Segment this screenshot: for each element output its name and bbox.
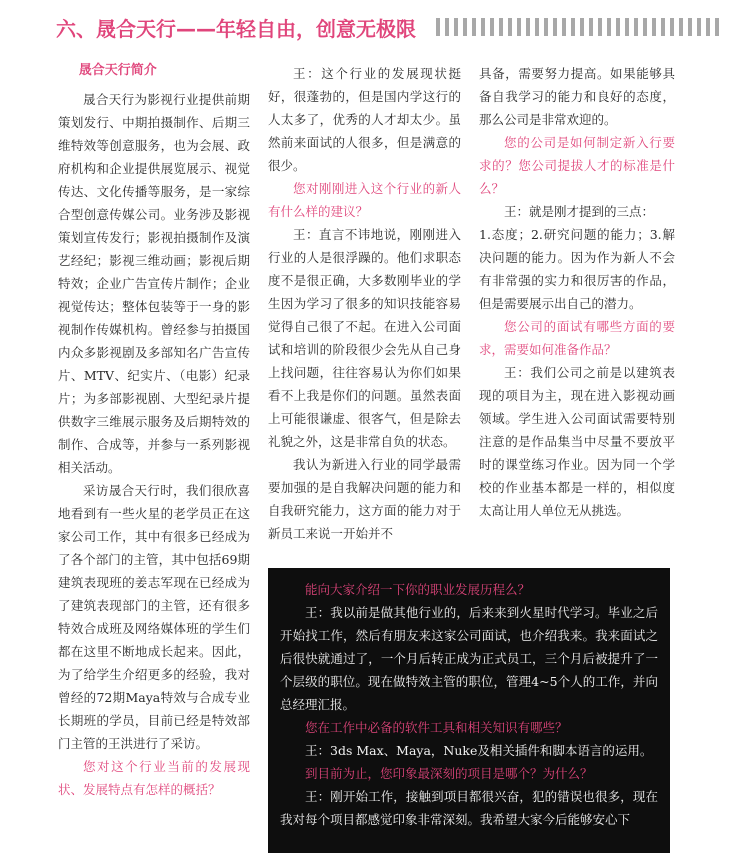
box-question: 您在工作中必备的软件工具和相关知识有哪些？ xyxy=(305,720,568,735)
answer-paragraph: 我认为新进入行业的同学最需要加强的是自我解决问题的能力和自我研究能力，这方面的能力对于新员工来说一开始并不 xyxy=(268,457,461,541)
answer-paragraph: 王：就是刚才提到的三点： xyxy=(504,204,655,219)
box-question: 能向大家介绍一下你的职业发展历程么？ xyxy=(305,582,531,597)
question-paragraph: 您的公司是如何制定新入行要求的？您公司提拔人才的标准是什么？ xyxy=(479,135,675,196)
box-answer: 王：3ds Max、Maya，Nuke及相关插件和脚本语言的运用。 xyxy=(305,743,653,758)
answer-paragraph: 王：这个行业的发展现状挺好，很蓬勃的，但是国内学这行的人太多了，优秀的人才却太少。虽然前来面试的人很多，但是满意的很少。 xyxy=(268,66,461,173)
decorative-stripe-bar xyxy=(436,18,724,36)
continued-paragraph: 具备，需要努力提高。如果能够具备自我学习的能力和良好的态度，那么公司是非常欢迎的。 xyxy=(479,66,675,127)
box-question: 到目前为止，您印象最深刻的项目是哪个？为什么？ xyxy=(305,766,593,781)
page-header xyxy=(56,10,724,44)
column-3 xyxy=(479,62,675,522)
intro-paragraph: 晟合天行为影视行业提供前期策划发行、中期拍摄制作、后期三维特效等创意服务，也为会展、政府机构和企业提供展览展示、视觉传达、文化传播等服务，是一家综合型创意传媒公司。业务涉及影视策划宣传发行；影视拍摄制作及演艺经纪；影视三维动画；影视后期特效；企业广告宣传片制作；企业视觉传达；整体包装等于一身的影视制作传媒机构。曾经参与拍摄国内众多影视剧及多部知名广告宣传片、MTV、纪实片、（电影）纪录片；为多部影视剧、大型纪录片提供数字三维展示服务及后期特效的制作、合成等，并参与一系列影视相关活动。 xyxy=(58,92,250,475)
section-title: 六、晟合天行——年轻自由，创意无极限 xyxy=(56,16,416,41)
column-2 xyxy=(268,62,461,545)
interview-intro-paragraph: 采访晟合天行时，我们很欣喜地看到有一些火星的老学员正在这家公司工作，其中有很多已经成为了各个部门的主管，其中包括69期建筑表现班的姜志军现在已经成为了建筑表现部门的主管，还有很多特效合成班及网络媒体班的学生们都在这里不断地成长起来。因此，为了给学生介绍更多的经验，我对曾经的72期Maya特效与合成专业长期班的学员，目前已经是特效部门主管的王洪进行了采访。 xyxy=(58,483,250,751)
question-paragraph: 您公司的面试有哪些方面的要求，需要如何准备作品？ xyxy=(479,319,675,357)
column-1 xyxy=(58,62,250,801)
company-intro-heading: 晟合天行简介 xyxy=(78,63,157,78)
answer-paragraph: 王：我们公司之前是以建筑表现的项目为主，现在进入影视动画领域。学生进入公司面试需要特别注意的是作品集当中尽量不要放平时的课堂练习作业。因为同一个学校的作业基本都是一样的，相似度太高让用人单位无从挑选。 xyxy=(479,365,675,518)
career-interview-box xyxy=(268,568,670,853)
continued-paragraph: 1.态度；2.研究问题的能力；3.解决问题的能力。因为作为新人不会有非常强的实力和很厉害的作品，但是需要展示出自己的潜力。 xyxy=(479,227,675,311)
box-answer: 王：刚开始工作，接触到项目都很兴奋，犯的错误也很多，现在我对每个项目都感觉印象非常深刻。我希望大家今后能够安心下 xyxy=(280,789,658,827)
box-answer: 王：我以前是做其他行业的，后来来到火星时代学习。毕业之后开始找工作，然后有朋友来这家公司面试，也介绍我来。我来面试之后很快就通过了，一个月后转正成为正式员工，三个月后被提升了一个层级的职位。现在做特效主管的职位，管理4~5个人的工作，并向总经理汇报。 xyxy=(280,605,658,712)
question-paragraph: 您对这个行业当前的发展现状、发展特点有怎样的概括？ xyxy=(58,759,250,797)
question-paragraph: 您对刚刚进入这个行业的新人有什么样的建议？ xyxy=(268,181,461,219)
answer-paragraph: 王：直言不讳地说，刚刚进入行业的人是很浮躁的。他们求职态度不是很正确，大多数刚毕业的学生因为学习了很多的知识技能容易觉得自己很了不起。在进入公司面试和培训的阶段很少会先从自己身上找问题，往往容易认为你们如果看不上我是你们的问题。虽然表面上可能很谦虚、很客气，但是除去礼貌之外，这是非常自负的状态。 xyxy=(268,227,461,449)
